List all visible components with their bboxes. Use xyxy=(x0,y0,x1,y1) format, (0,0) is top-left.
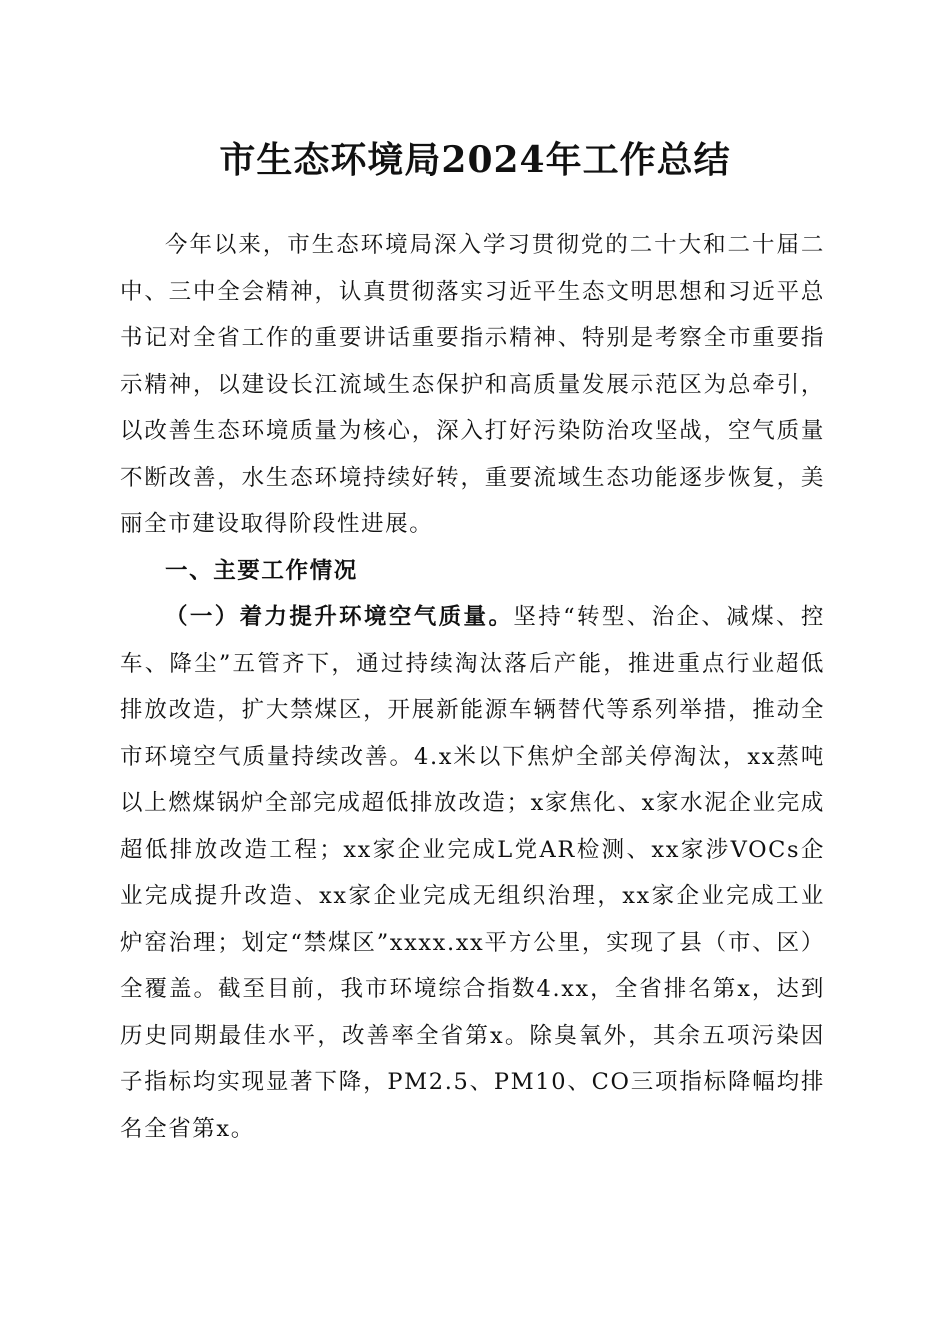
subsection-body: 坚持“转型、治企、减煤、控车、降尘”五管齐下，通过持续淘汰落后产能，推进重点行业超低排放改造，扩大禁煤区，开展新能源车辆替代等系列举措，推动全市环境空气质量持续改善。4.x米以下焦炉全部关停淘汰，xx蒸吨以上燃煤锅炉全部完成超低排放改造；x家焦化、x家水泥企业完成超低排放改造工程；xx家企业完成L党AR检测、xx家涉VOCs企业完成提升改造、xx家企业完成无组织治理，xx家企业完成工业炉窑治理；划定“禁煤区”xxxx.xx平方公里，实现了县（市、区）全覆盖。截至目前，我市环境综合指数4.xx，全省排名第x，达到历史同期最佳水平，改善率全省第x。除臭氧外，其余五项污染因子指标均实现显著下降，PM2.5、PM10、CO三项指标降幅均排名全省第x。 xyxy=(120,604,825,1142)
subsection-paragraph xyxy=(120,594,825,1152)
document-title: 市生态环境局2024年工作总结 xyxy=(219,139,731,181)
subsection-lead: （一）着力提升环境空气质量。 xyxy=(165,604,514,630)
intro-paragraph: 今年以来，市生态环境局深入学习贯彻党的二十大和二十届二中、三中全会精神，认真贯彻落实习近平生态文明思想和习近平总书记对全省工作的重要讲话重要指示精神、特别是考察全市重要指示精神，以建设长江流域生态保护和高质量发展示范区为总牵引，以改善生态环境质量为核心，深入打好污染防治攻坚战，空气质量不断改善，水生态环境持续好转，重要流域生态功能逐步恢复，美丽全市建设取得阶段性进展。 xyxy=(120,232,825,537)
section-heading: 一、主要工作情况 xyxy=(165,557,358,584)
document-body xyxy=(120,222,825,1152)
